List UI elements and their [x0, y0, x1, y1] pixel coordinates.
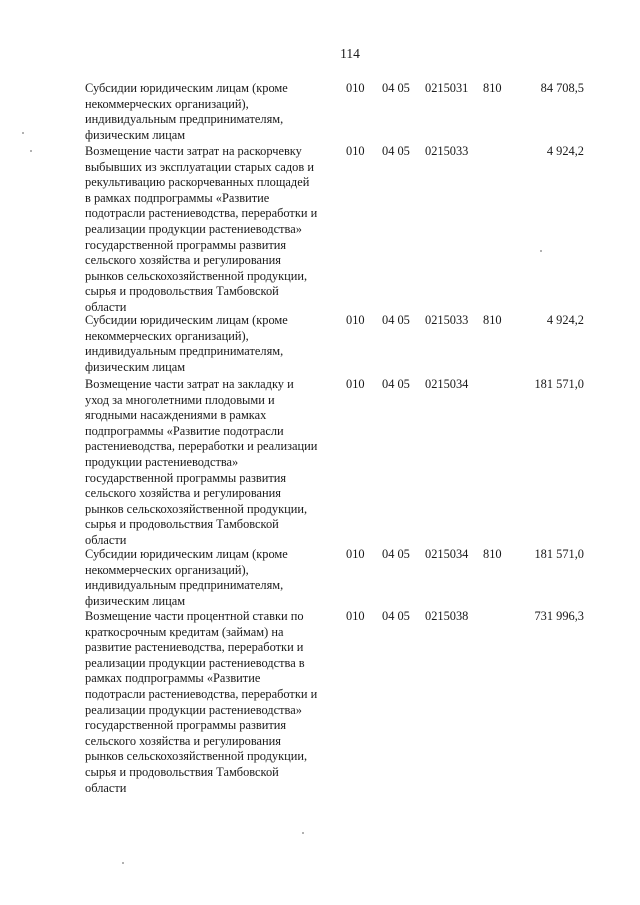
row-target-code: 0215033	[425, 313, 469, 327]
row-description: Возмещение части затрат на закладку и уход за многолетними плодовыми и ягодными насаждениями в рамках подпрограммы «Развитие подотрасли растениеводства, переработки и реализации продукции растениеводства» государственной программы развития сельского хозяйства и регулирования рынков сельскохозяйственной продукции, сырья и продовольствия Тамбовской области	[85, 377, 318, 547]
row-description: Субсидии юридическим лицам (кроме некоммерческих организаций), индивидуальным предпринимателям, физическим лицам	[85, 81, 288, 142]
table-row	[0, 81, 640, 144]
row-section-code: 04 05	[382, 547, 410, 561]
row-section-code: 04 05	[382, 313, 410, 327]
row-target-code: 0215034	[425, 547, 469, 561]
row-target-code: 0215033	[425, 144, 469, 158]
row-gr-code: 010	[346, 547, 365, 561]
table-row	[0, 609, 640, 799]
row-amount: 181 571,0	[534, 377, 584, 391]
row-gr-code: 010	[346, 609, 365, 623]
row-section-code: 04 05	[382, 81, 410, 95]
scan-speck	[302, 832, 304, 834]
row-section-code: 04 05	[382, 609, 410, 623]
budget-table	[0, 81, 640, 799]
row-amount: 4 924,2	[546, 144, 584, 158]
row-amount: 84 708,5	[540, 81, 584, 95]
scan-speck	[30, 150, 32, 152]
page-number: 114	[340, 46, 360, 61]
row-description: Субсидии юридическим лицам (кроме некоммерческих организаций), индивидуальным предпринимателям, физическим лицам	[85, 313, 288, 374]
scan-speck	[122, 862, 124, 864]
table-row	[0, 547, 640, 609]
table-row	[0, 313, 640, 377]
row-expense-type-code: 810	[483, 81, 502, 95]
row-description: Возмещение части затрат на раскорчевку выбывших из эксплуатации старых садов и рекультивацию раскорчеванных площадей в рамках подпрограммы «Развитие подотрасли растениеводства, переработки и реализации продукции растениеводства» государственной программы развития сельского хозяйства и регулирования рынков сельскохозяйственной продукции, сырья и продовольствия Тамбовской области	[85, 144, 318, 314]
row-amount: 4 924,2	[546, 313, 584, 327]
row-target-code: 0215031	[425, 81, 469, 95]
scan-speck	[22, 132, 24, 134]
row-amount: 731 996,3	[534, 609, 584, 623]
table-row	[0, 377, 640, 547]
row-expense-type-code: 810	[483, 547, 502, 561]
row-target-code: 0215038	[425, 609, 469, 623]
row-section-code: 04 05	[382, 144, 410, 158]
row-description: Субсидии юридическим лицам (кроме некоммерческих организаций), индивидуальным предпринимателям, физическим лицам	[85, 547, 288, 608]
row-gr-code: 010	[346, 144, 365, 158]
row-section-code: 04 05	[382, 377, 410, 391]
row-gr-code: 010	[346, 377, 365, 391]
row-target-code: 0215034	[425, 377, 469, 391]
row-gr-code: 010	[346, 81, 365, 95]
row-gr-code: 010	[346, 313, 365, 327]
row-expense-type-code: 810	[483, 313, 502, 327]
row-description: Возмещение части процентной ставки по краткосрочным кредитам (займам) на развитие растениеводства, переработки и реализации продукции растениеводства в рамках подпрограммы «Развитие подотрасли растениеводства, переработки и реализации продукции растениеводства» государственной программы развития сельского хозяйства и регулирования рынков сельскохозяйственной продукции, сырья и продовольствия Тамбовской области	[85, 609, 318, 795]
scan-speck	[540, 250, 542, 252]
table-row	[0, 144, 640, 313]
row-amount: 181 571,0	[534, 547, 584, 561]
